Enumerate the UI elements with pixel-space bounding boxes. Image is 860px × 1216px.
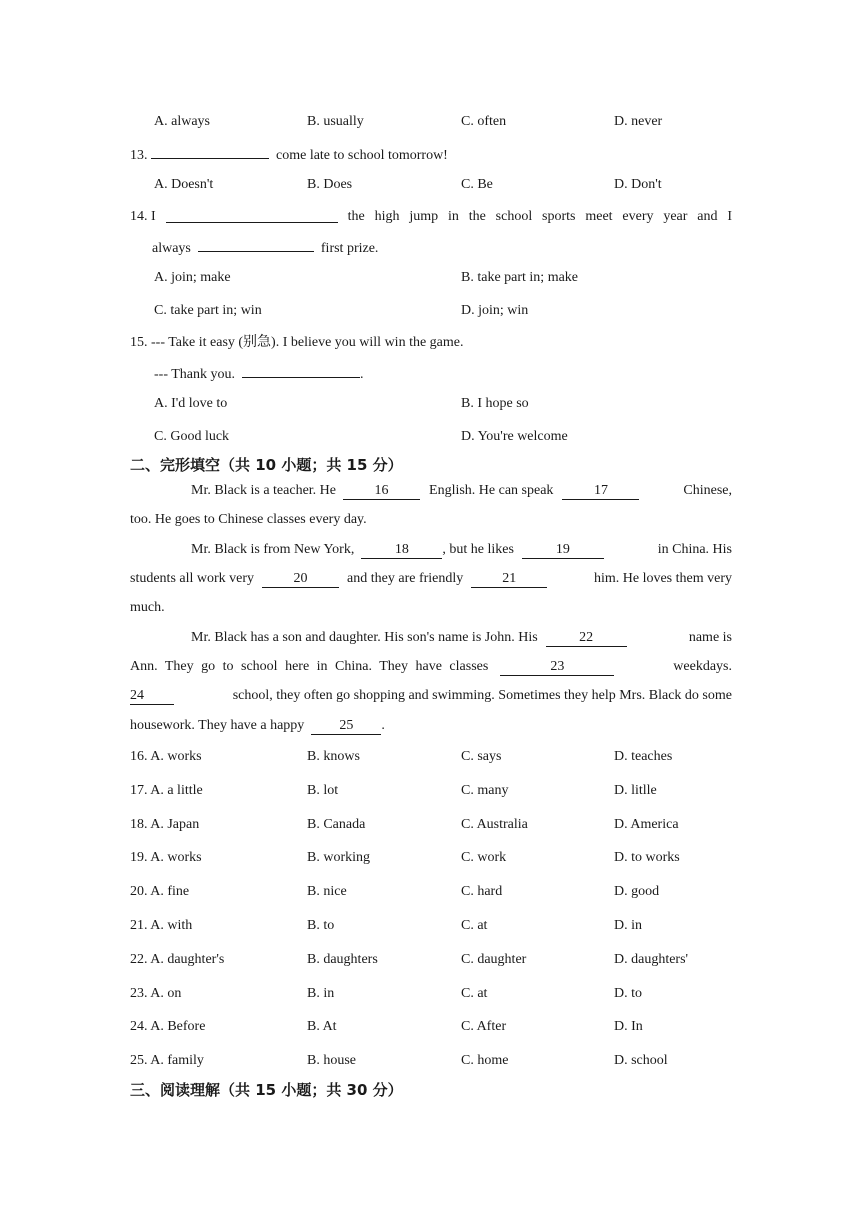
q14-option-c: C. take part in; win bbox=[154, 303, 262, 318]
answer-blank bbox=[166, 208, 338, 223]
choice-21-option-b: B. to bbox=[307, 918, 335, 933]
q12-option-a: A. always bbox=[154, 114, 210, 129]
choice-16-option-c: C. says bbox=[461, 749, 502, 764]
answer-blank bbox=[242, 363, 360, 378]
question-14-line2: always first prize. bbox=[152, 237, 378, 258]
choice-20-option-c: C. hard bbox=[461, 884, 503, 899]
q13-option-b: B. Does bbox=[307, 177, 353, 192]
question-15: 15. --- Take it easy (别急). I believe you will win the game. bbox=[130, 335, 464, 350]
question-15-line2: --- Thank you. . bbox=[154, 363, 364, 384]
question-13 bbox=[130, 144, 448, 165]
passage-line: much. bbox=[130, 600, 165, 615]
section-3-heading: 三、阅读理解（共 15 小题；共 30 分） bbox=[130, 1081, 403, 1099]
q13-option-a: A. Doesn't bbox=[154, 177, 214, 192]
q15-option-a: A. I'd love to bbox=[154, 396, 228, 411]
choice-19-option-c: C. work bbox=[461, 850, 507, 865]
choice-16-option-a: 16. A. works bbox=[130, 749, 202, 764]
q15-option-d: D. You're welcome bbox=[461, 429, 568, 444]
q12-option-d: D. never bbox=[614, 114, 663, 129]
choice-17-option-d: D. litlle bbox=[614, 783, 657, 798]
choice-17-option-c: C. many bbox=[461, 783, 509, 798]
choice-18-option-b: B. Canada bbox=[307, 817, 366, 832]
blank-19: 19 bbox=[522, 542, 604, 559]
choice-22-option-b: B. daughters bbox=[307, 952, 378, 967]
choice-23-option-d: D. to bbox=[614, 986, 642, 1001]
blank-24: 24 bbox=[130, 688, 174, 705]
q15-option-b: B. I hope so bbox=[461, 396, 529, 411]
choice-21-option-d: D. in bbox=[614, 918, 642, 933]
question-number: 14. I bbox=[130, 209, 156, 224]
choice-22-option-a: 22. A. daughter's bbox=[130, 952, 225, 967]
blank-18: 18 bbox=[361, 542, 442, 559]
choice-25-option-a: 25. A. family bbox=[130, 1053, 204, 1068]
passage-line: Mr. Black is from New York, 18 , but he likes 19 in China. His bbox=[191, 542, 732, 557]
q13-option-c: C. Be bbox=[461, 177, 493, 192]
choice-18-option-a: 18. A. Japan bbox=[130, 817, 200, 832]
choice-25-option-b: B. house bbox=[307, 1053, 356, 1068]
question-number: 13. bbox=[130, 148, 148, 163]
blank-21: 21 bbox=[471, 571, 547, 588]
passage-line: Mr. Black has a son and daughter. His son's name is John. His 22 name is bbox=[191, 630, 732, 645]
choice-19-option-a: 19. A. works bbox=[130, 850, 202, 865]
question-text: the high jump in the school sports meet every year and I bbox=[347, 209, 732, 224]
passage-line: 24 school, they often go shopping and swimming. Sometimes they help Mrs. Black do some bbox=[130, 688, 732, 703]
passage-line: too. He goes to Chinese classes every day. bbox=[130, 512, 367, 527]
passage-line: housework. They have a happy 25 . bbox=[130, 718, 385, 733]
q14-option-d: D. join; win bbox=[461, 303, 529, 318]
q12-option-b: B. usually bbox=[307, 114, 364, 129]
choice-25-option-d: D. school bbox=[614, 1053, 668, 1068]
q14-option-a: A. join; make bbox=[154, 270, 231, 285]
blank-16: 16 bbox=[343, 483, 420, 500]
question-14 bbox=[130, 208, 732, 226]
choice-22-option-d: D. daughters' bbox=[614, 952, 689, 967]
choice-21-option-a: 21. A. with bbox=[130, 918, 193, 933]
choice-24-option-d: D. In bbox=[614, 1019, 643, 1034]
q12-option-c: C. often bbox=[461, 114, 507, 129]
passage-line: Ann. They go to school here in China. They have classes 23 weekdays. bbox=[130, 659, 732, 674]
choice-16-option-d: D. teaches bbox=[614, 749, 673, 764]
choice-22-option-c: C. daughter bbox=[461, 952, 527, 967]
q15-option-c: C. Good luck bbox=[154, 429, 230, 444]
question-text: come late to school tomorrow! bbox=[276, 148, 448, 163]
choice-25-option-c: C. home bbox=[461, 1053, 509, 1068]
choice-18-option-d: D. America bbox=[614, 817, 679, 832]
blank-23: 23 bbox=[500, 659, 614, 676]
choice-24-option-a: 24. A. Before bbox=[130, 1019, 206, 1034]
choice-23-option-b: B. in bbox=[307, 986, 335, 1001]
answer-blank bbox=[198, 237, 314, 252]
blank-25: 25 bbox=[311, 718, 381, 735]
q13-option-d: D. Don't bbox=[614, 177, 662, 192]
passage-line: Mr. Black is a teacher. He 16 English. He can speak 17 Chinese, bbox=[191, 483, 732, 498]
choice-20-option-b: B. nice bbox=[307, 884, 347, 899]
choice-19-option-b: B. working bbox=[307, 850, 370, 865]
choice-20-option-d: D. good bbox=[614, 884, 660, 899]
choice-24-option-b: B. At bbox=[307, 1019, 337, 1034]
choice-21-option-c: C. at bbox=[461, 918, 488, 933]
section-2-heading: 二、完形填空（共 10 小题；共 15 分） bbox=[130, 456, 403, 474]
choice-23-option-a: 23. A. on bbox=[130, 986, 182, 1001]
blank-20: 20 bbox=[262, 571, 339, 588]
answer-blank bbox=[151, 144, 269, 159]
q14-option-b: B. take part in; make bbox=[461, 270, 579, 285]
blank-17: 17 bbox=[562, 483, 639, 500]
blank-22: 22 bbox=[546, 630, 627, 647]
choice-23-option-c: C. at bbox=[461, 986, 488, 1001]
choice-19-option-d: D. to works bbox=[614, 850, 680, 865]
choice-16-option-b: B. knows bbox=[307, 749, 360, 764]
choice-17-option-a: 17. A. a little bbox=[130, 783, 203, 798]
choice-24-option-c: C. After bbox=[461, 1019, 507, 1034]
passage-line: students all work very 20 and they are friendly 21 him. He loves them very bbox=[130, 571, 732, 586]
choice-17-option-b: B. lot bbox=[307, 783, 339, 798]
choice-18-option-c: C. Australia bbox=[461, 817, 528, 832]
choice-20-option-a: 20. A. fine bbox=[130, 884, 190, 899]
